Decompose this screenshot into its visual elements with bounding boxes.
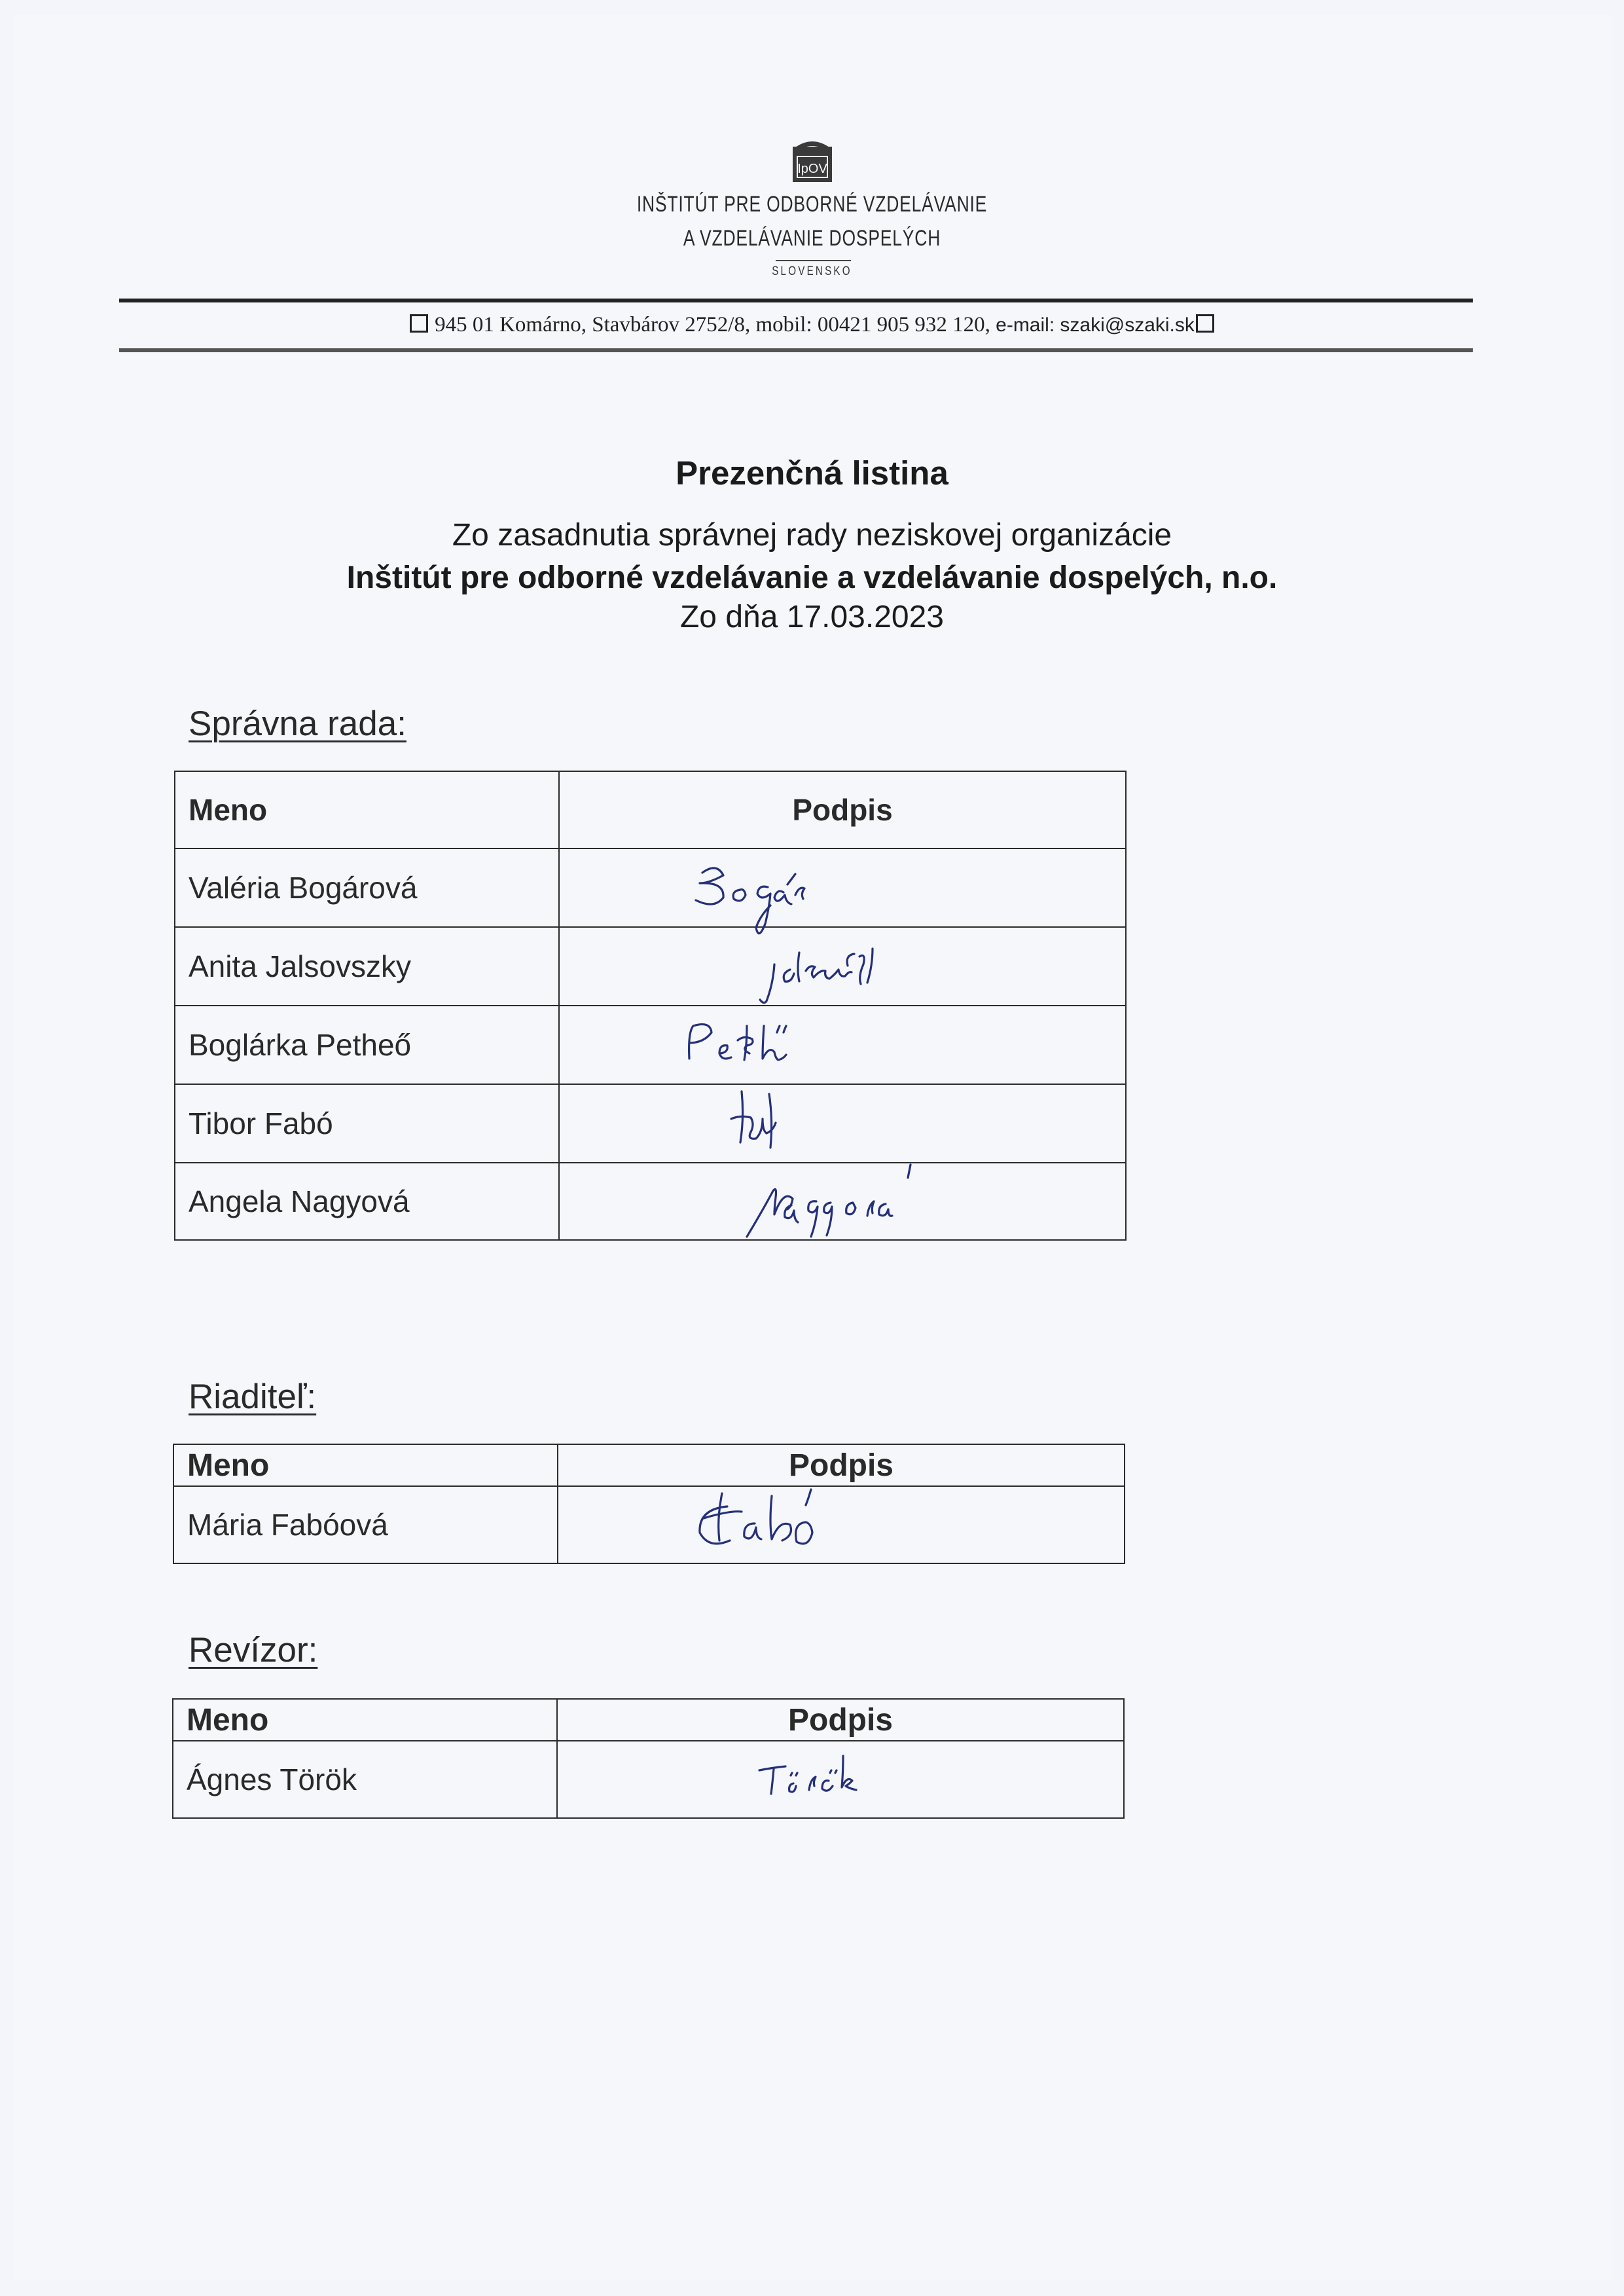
table-row bbox=[175, 1084, 1126, 1163]
member-name: Ágnes Török bbox=[173, 1741, 557, 1818]
signature-cell[interactable] bbox=[559, 1084, 1126, 1163]
signature-cell[interactable] bbox=[557, 1741, 1124, 1818]
signature-image bbox=[560, 928, 1127, 1006]
institute-name-line2: A VZDELÁVANIE DOSPELÝCH bbox=[683, 226, 941, 251]
header-rule-bottom bbox=[119, 348, 1473, 352]
signature-cell[interactable] bbox=[559, 848, 1126, 927]
column-header-signature: Podpis bbox=[559, 771, 1126, 848]
document-subtitle-2: Inštitút pre odborné vzdelávanie a vzdelávanie dospelých, n.o. bbox=[346, 560, 1278, 595]
svg-text:IpOV: IpOV bbox=[797, 162, 827, 176]
document-title: Prezenčná listina bbox=[676, 454, 948, 492]
email-link[interactable]: szaki@szaki.sk bbox=[1060, 314, 1195, 336]
institute-name-line1: INŠTITÚT PRE ODBORNÉ VZDELÁVANIE bbox=[636, 192, 988, 217]
signature-cell[interactable] bbox=[559, 1006, 1126, 1084]
board-table bbox=[174, 771, 1127, 1241]
country-underline bbox=[776, 260, 851, 261]
director-table bbox=[173, 1444, 1125, 1564]
signature-image bbox=[560, 1006, 1127, 1085]
member-name: Anita Jalsovszky bbox=[175, 927, 559, 1006]
table-row bbox=[173, 1741, 1124, 1818]
column-header-name: Meno bbox=[173, 1444, 558, 1486]
address-line bbox=[0, 313, 1624, 337]
column-header-signature: Podpis bbox=[558, 1444, 1125, 1486]
address-text: 945 01 Komárno, Stavbárov 2752/8, mobil: 00421 905 932 120, bbox=[435, 313, 990, 337]
member-name: Valéria Bogárová bbox=[175, 848, 559, 927]
column-header-name: Meno bbox=[175, 771, 559, 848]
column-header-name: Meno bbox=[173, 1699, 557, 1741]
institute-logo bbox=[0, 137, 1624, 187]
column-header-signature: Podpis bbox=[557, 1699, 1124, 1741]
table-row bbox=[175, 1163, 1126, 1240]
signature-image bbox=[560, 849, 1127, 928]
table-row bbox=[175, 848, 1126, 927]
auditor-table bbox=[172, 1698, 1125, 1819]
bullet-box-icon bbox=[410, 314, 428, 333]
member-name: Mária Fabóová bbox=[173, 1486, 558, 1563]
member-name: Boglárka Petheő bbox=[175, 1006, 559, 1084]
header-rule-top bbox=[119, 299, 1473, 302]
signature-cell[interactable] bbox=[558, 1486, 1125, 1563]
signature-image bbox=[560, 1163, 1127, 1241]
member-name: Angela Nagyová bbox=[175, 1163, 559, 1240]
signature-cell[interactable] bbox=[559, 927, 1126, 1006]
board-heading: Správna rada: bbox=[189, 704, 406, 743]
bullet-box-icon bbox=[1196, 314, 1214, 333]
institute-country: SLOVENSKO bbox=[772, 264, 852, 278]
signature-cell[interactable] bbox=[559, 1163, 1126, 1240]
auditor-heading: Revízor: bbox=[189, 1631, 318, 1669]
logo-icon bbox=[791, 137, 833, 183]
table-row bbox=[175, 1006, 1126, 1084]
table-row bbox=[175, 927, 1126, 1006]
email-label: e-mail: bbox=[996, 314, 1055, 336]
director-heading: Riaditeľ: bbox=[189, 1377, 317, 1416]
member-name: Tibor Fabó bbox=[175, 1084, 559, 1163]
document-date: Zo dňa 17.03.2023 bbox=[679, 600, 944, 634]
signature-image bbox=[558, 1741, 1125, 1819]
signature-image bbox=[558, 1487, 1125, 1564]
signature-image bbox=[560, 1085, 1127, 1163]
table-row bbox=[173, 1486, 1125, 1563]
document-subtitle-1: Zo zasadnutia správnej rady neziskovej organizácie bbox=[452, 518, 1172, 553]
